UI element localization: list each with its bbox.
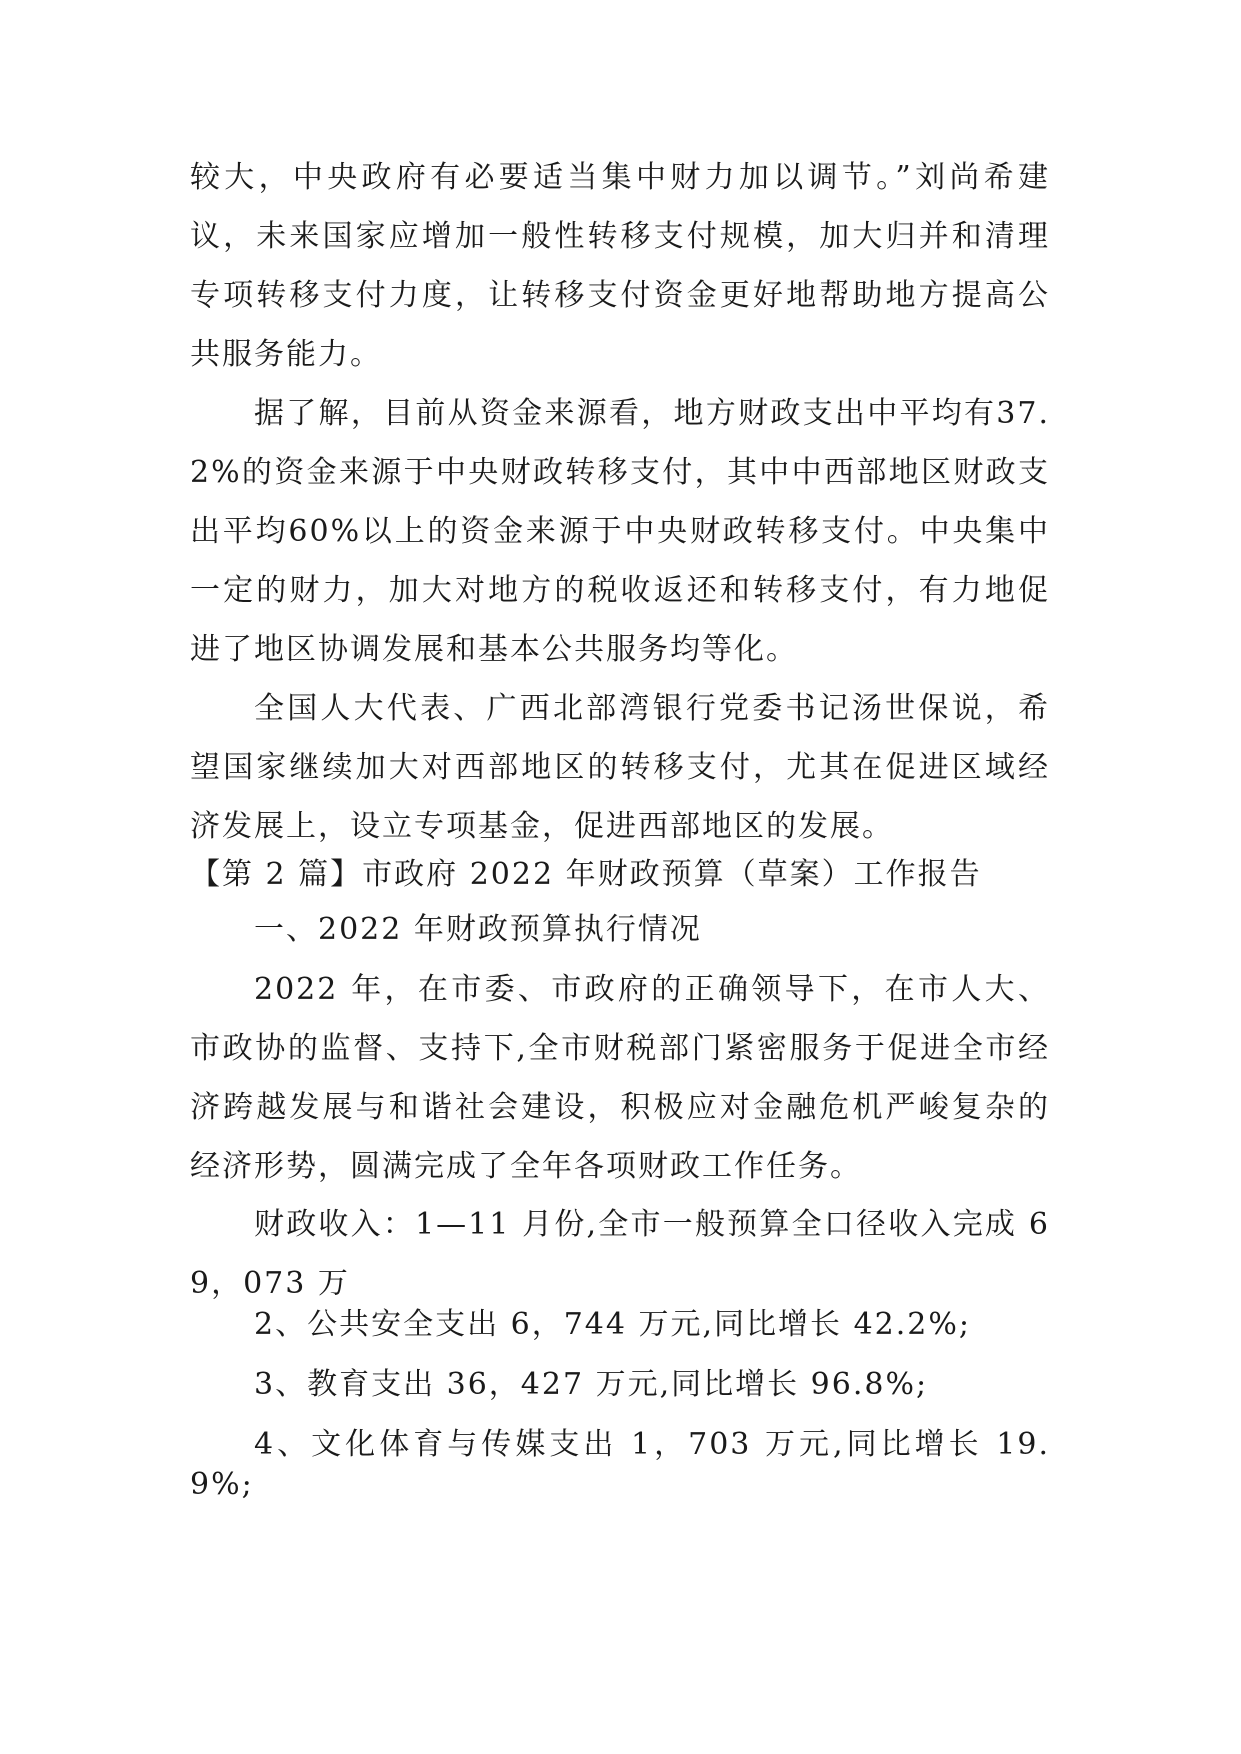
body-paragraph: 财政收入：1—11 月份,全市一般预算全口径收入完成 69，073 万 xyxy=(190,1207,1050,1301)
list-item: 2、公共安全支出 6，744 万元,同比增长 42.2%; xyxy=(254,1307,971,1342)
section-title: 【第 2 篇】市政府 2022 年财政预算（草案）工作报告 xyxy=(190,857,982,892)
list-item: 4、文化体育与传媒支出 1，703 万元,同比增长 19.9%; xyxy=(190,1427,1050,1502)
body-paragraph: 2022 年，在市委、市政府的正确领导下，在市人大、市政协的监督、支持下,全市财税部门紧密服务于促进全市经济跨越发展与和谐社会建设，积极应对金融危机严峻复杂的经济形势，圆满完成了全年各项财政工作任务。 xyxy=(190,972,1050,1184)
body-paragraph: 据了解，目前从资金来源看，地方财政支出中平均有37.2%的资金来源于中央财政转移支付，其中中西部地区财政支出平均60%以上的资金来源于中央财政转移支付。中央集中一定的财力，加大对地方的税收返还和转移支付，有力地促进了地区协调发展和基本公共服务均等化。 xyxy=(190,396,1050,667)
list-item: 3、教育支出 36，427 万元,同比增长 96.8%; xyxy=(254,1367,929,1402)
subheading: 一、2022 年财政预算执行情况 xyxy=(254,912,702,947)
body-paragraph: 较大，中央政府有必要适当集中财力加以调节。”刘尚希建议，未来国家应增加一般性转移支付规模，加大归并和清理专项转移支付力度，让转移支付资金更好地帮助地方提高公共服务能力。 xyxy=(190,160,1050,372)
body-paragraph: 全国人大代表、广西北部湾银行党委书记汤世保说，希望国家继续加大对西部地区的转移支付，尤其在促进区域经济发展上，设立专项基金，促进西部地区的发展。 xyxy=(190,691,1050,844)
